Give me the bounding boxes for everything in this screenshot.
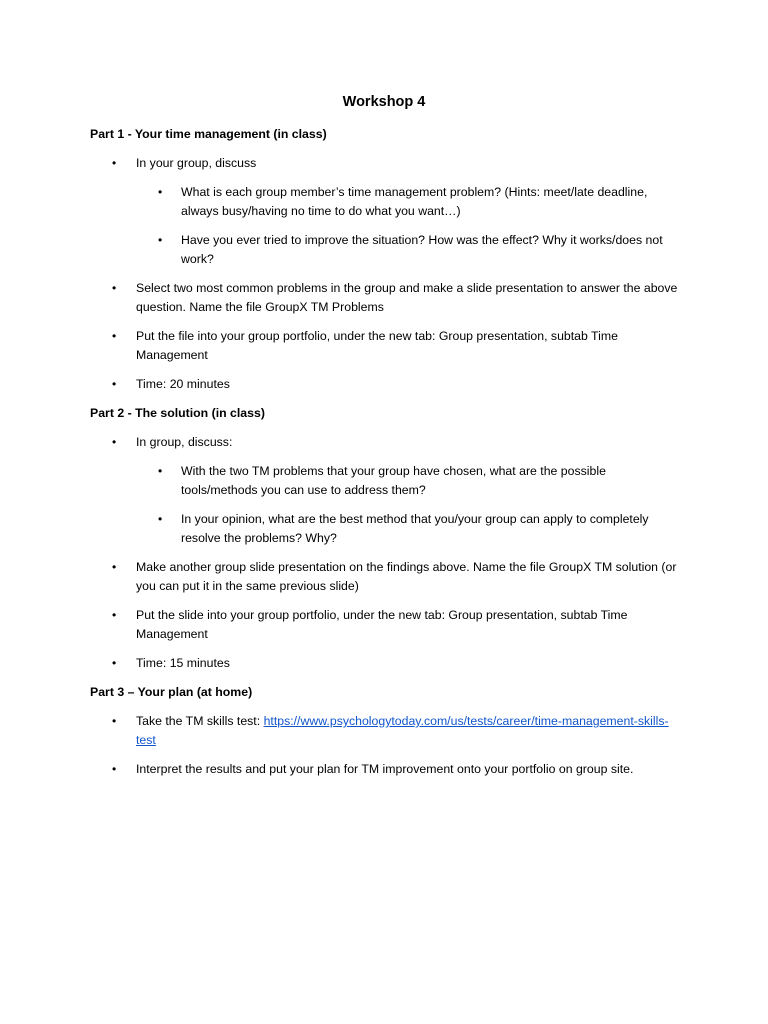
list-item-text: With the two TM problems that your group have chosen, what are the possible tools/methods you can use to address them? bbox=[181, 464, 606, 497]
part2-list bbox=[90, 433, 682, 673]
list-item bbox=[90, 760, 682, 779]
bullet-icon: • bbox=[112, 281, 117, 295]
bullet-icon: • bbox=[112, 329, 117, 343]
document-title: Workshop 4 bbox=[342, 94, 426, 110]
list-item bbox=[90, 375, 682, 394]
list-item-text: In your group, discuss bbox=[136, 156, 257, 170]
list-item bbox=[90, 654, 682, 673]
part2-heading: Part 2 - The solution (in class) bbox=[90, 406, 265, 420]
document-body bbox=[90, 125, 682, 789]
list-item-text: Select two most common problems in the group and make a slide presentation to answer the above question. Name the file GroupX TM Problems bbox=[136, 281, 678, 314]
list-item-text: Interpret the results and put your plan for TM improvement onto your portfolio on group site. bbox=[136, 762, 634, 776]
list-item-text: Time: 15 minutes bbox=[136, 656, 230, 670]
part3-list bbox=[90, 712, 682, 779]
list-item bbox=[90, 327, 682, 365]
bullet-icon: • bbox=[158, 185, 163, 199]
list-item bbox=[90, 712, 682, 750]
list-item-text: In your opinion, what are the best method that you/your group can apply to completely resolve the problems? Why? bbox=[181, 512, 649, 545]
list-item bbox=[90, 154, 682, 173]
list-item-text: Have you ever tried to improve the situation? How was the effect? Why it works/does not work? bbox=[181, 233, 663, 266]
list-item-text: Take the TM skills test: bbox=[136, 714, 264, 728]
bullet-icon: • bbox=[112, 435, 117, 449]
list-item-text: Make another group slide presentation on the findings above. Name the file GroupX TM solution (or you can put it in the same previous slide) bbox=[136, 560, 677, 593]
bullet-icon: • bbox=[112, 656, 117, 670]
list-item bbox=[90, 558, 682, 596]
list-item bbox=[90, 606, 682, 644]
list-item-text: What is each group member’s time management problem? (Hints: meet/late deadline, always busy/having no time to do what you want…) bbox=[181, 185, 648, 218]
bullet-icon: • bbox=[158, 512, 163, 526]
list-item-text: Time: 20 minutes bbox=[136, 377, 230, 391]
list-item bbox=[90, 279, 682, 317]
bullet-icon: • bbox=[112, 762, 117, 776]
sub-list-item bbox=[90, 510, 682, 548]
skills-test-link[interactable]: https://www.psychologytoday.com/us/tests/career/time-management-skills-test bbox=[136, 714, 669, 747]
bullet-icon: • bbox=[112, 156, 117, 170]
part3-heading: Part 3 – Your plan (at home) bbox=[90, 685, 253, 699]
bullet-icon: • bbox=[112, 714, 117, 728]
list-item-text: Put the file into your group portfolio, under the new tab: Group presentation, subtab Time Management bbox=[136, 329, 618, 362]
list-item bbox=[90, 433, 682, 452]
sub-list-item bbox=[90, 231, 682, 269]
sub-list-item bbox=[90, 183, 682, 221]
sub-list-item bbox=[90, 462, 682, 500]
bullet-icon: • bbox=[158, 464, 163, 478]
part1-list bbox=[90, 154, 682, 394]
bullet-icon: • bbox=[112, 560, 117, 574]
bullet-icon: • bbox=[158, 233, 163, 247]
bullet-icon: • bbox=[112, 377, 117, 391]
list-item-text: In group, discuss: bbox=[136, 435, 233, 449]
bullet-icon: • bbox=[112, 608, 117, 622]
part1-heading: Part 1 - Your time management (in class) bbox=[90, 127, 327, 141]
list-item-text: Put the slide into your group portfolio, under the new tab: Group presentation, subtab Time Management bbox=[136, 608, 628, 641]
